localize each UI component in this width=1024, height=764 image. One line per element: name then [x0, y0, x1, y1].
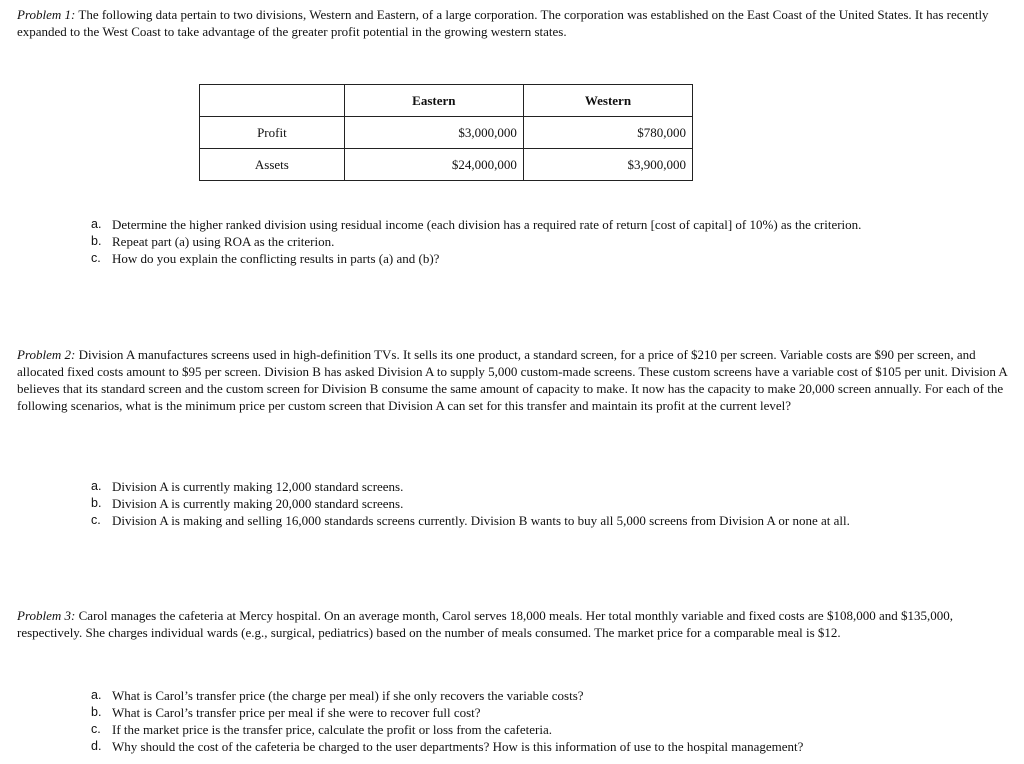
list-marker: c. [91, 722, 101, 736]
list-item-text: Repeat part (a) using ROA as the criterion. [112, 234, 335, 249]
list-marker: b. [91, 496, 102, 510]
list-item [91, 738, 803, 755]
problem-1-text: The following data pertain to two divisions, Western and Eastern, of a large corporation. The corporation was established on the East Coast of the United States. It has recently expanded to the West Coast to take advantage of the greater profit potential in the growing western states. [17, 7, 989, 39]
list-item-text: What is Carol’s transfer price per meal if she were to recover full cost? [112, 705, 481, 720]
problem-2-questions [91, 478, 850, 529]
division-data-table [199, 84, 693, 181]
list-item [91, 250, 861, 267]
list-item-text: Division A is making and selling 16,000 standards screens currently. Division B wants to buy all 5,000 screens from Division A or none at all. [112, 513, 850, 528]
list-item [91, 495, 850, 512]
problem-3-text: Carol manages the cafeteria at Mercy hospital. On an average month, Carol serves 18,000 meals. Her total monthly variable and fixed costs are $108,000 and $135,000, respectively. She charges individual wards (e.g., surgical, pediatrics) based on the number of meals consumed. The market price for a comparable meal is $12. [17, 608, 953, 640]
list-item-text: Division A is currently making 12,000 standard screens. [112, 479, 404, 494]
western-assets-cell: $3,900,000 [523, 149, 692, 181]
list-marker: a. [91, 217, 102, 231]
list-item-text: Why should the cost of the cafeteria be charged to the user departments? How is this information of use to the hospital management? [112, 739, 804, 754]
problem-1-questions [91, 216, 861, 267]
problem-2-text: Division A manufactures screens used in high-definition TVs. It sells its one product, a standard screen, for a price of $210 per screen. Variable costs are $90 per screen, and allocated fixed costs amount to $95 per screen. Division B has asked Division A to supply 5,000 custom-made screens. These custom screens have a variable cost of $105 per unit. Division A believes that its standard screen and the custom screen for Division B consume the same amount of capacity to make. It now has the capacity to make 20,000 screen annually. For each of the following scenarios, what is the minimum price per custom screen that Division A can set for this transfer and maintain its profit at the current level? [17, 347, 1008, 413]
eastern-assets-cell: $24,000,000 [344, 149, 523, 181]
list-item [91, 216, 861, 233]
list-item [91, 721, 803, 738]
row-label-profit: Profit [200, 117, 345, 149]
list-item-text: How do you explain the conflicting results in parts (a) and (b)? [112, 251, 440, 266]
list-item-text: If the market price is the transfer price, calculate the profit or loss from the cafeteria. [112, 722, 552, 737]
list-marker: c. [91, 251, 101, 265]
western-profit-cell: $780,000 [523, 117, 692, 149]
problem-3-questions [91, 687, 803, 755]
problem-3-statement [17, 607, 977, 641]
list-item-text: What is Carol’s transfer price (the charge per meal) if she only recovers the variable costs? [112, 688, 584, 703]
list-marker: b. [91, 234, 102, 248]
problem-3-heading: Problem 3: [17, 608, 76, 623]
list-item [91, 233, 861, 250]
eastern-profit-cell: $3,000,000 [344, 117, 523, 149]
list-item-text: Division A is currently making 20,000 standard screens. [112, 496, 404, 511]
problem-1-statement [17, 6, 1017, 40]
list-item [91, 478, 850, 495]
list-item-text: Determine the higher ranked division using residual income (each division has a required rate of return [cost of capital] of 10%) as the criterion. [112, 217, 862, 232]
table-header-eastern: Eastern [344, 85, 523, 117]
list-item [91, 704, 803, 721]
list-marker: c. [91, 513, 101, 527]
table-row [200, 117, 693, 149]
table-header-blank [200, 85, 345, 117]
table-header-row [200, 85, 693, 117]
row-label-assets: Assets [200, 149, 345, 181]
list-marker: d. [91, 739, 102, 753]
list-marker: a. [91, 479, 102, 493]
table-header-western: Western [523, 85, 692, 117]
problem-2-statement [17, 346, 1015, 414]
list-marker: b. [91, 705, 102, 719]
problem-2-heading: Problem 2: [17, 347, 76, 362]
list-item [91, 512, 850, 529]
table-row [200, 149, 693, 181]
problem-1-heading: Problem 1: [17, 7, 76, 22]
list-item [91, 687, 803, 704]
list-marker: a. [91, 688, 102, 702]
